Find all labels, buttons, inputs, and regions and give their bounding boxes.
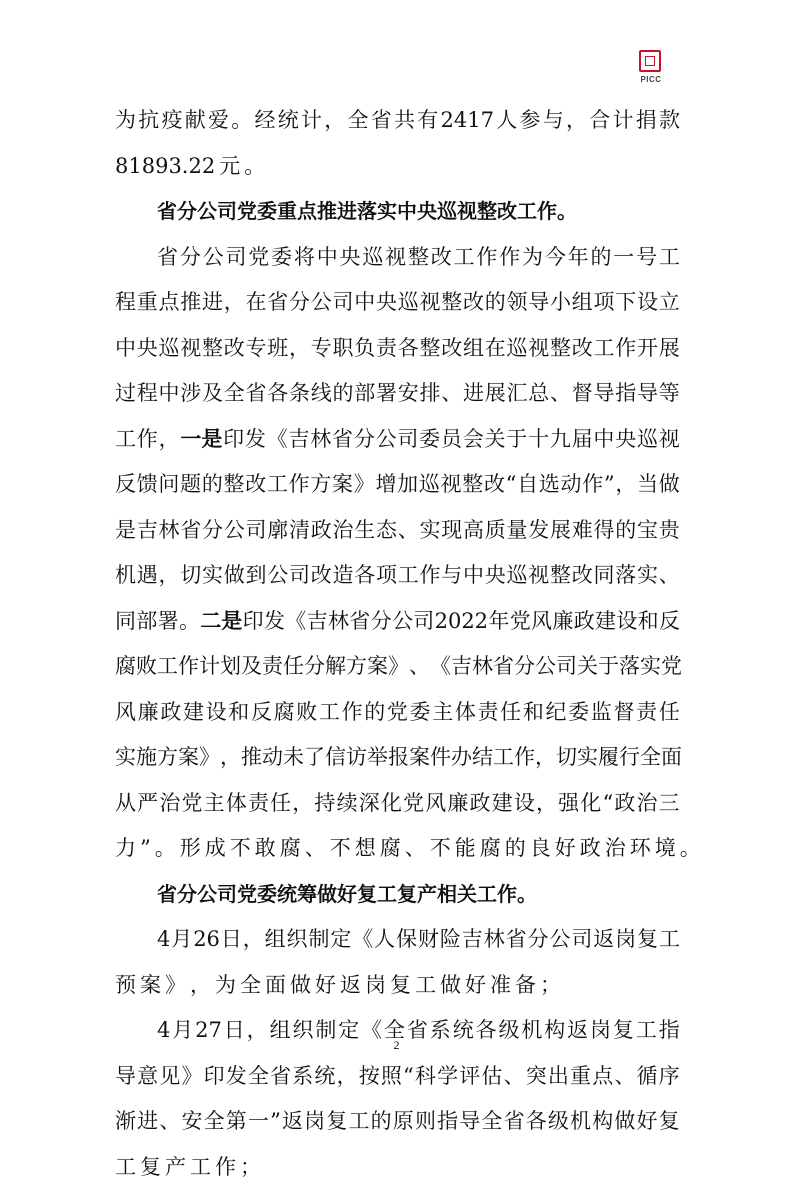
paragraph-line: 反 馈 问 题 的 整 改 工 作 方 案 》 增 加 巡 视 整 改 “ 自 选 动 作 ” ， 当 做 — [115, 462, 680, 508]
paragraph-line: 渐 进 、 安 全 第 一 ” 返 岗 复 工 的 原 则 指 导 全 省 各 级 机 构 做 好 复 — [115, 1099, 680, 1145]
section-heading: 省分公司党委统筹做好复工复产相关工作。 — [115, 872, 680, 918]
picc-logo-mark — [639, 50, 661, 72]
paragraph-line: 机 遇 ， 切 实 做 到 公 司 改 造 各 项 工 作 与 中 央 巡 视 整 改 同 落 实 、 — [115, 553, 680, 599]
paragraph-line: 从 严 治 党 主 体 责 任 ， 持 续 深 化 党 风 廉 政 建 设 ， 强 化 “ 政 治 三 — [115, 781, 680, 827]
page-number: 2 — [0, 1038, 793, 1053]
paragraph-line: 同 部 署 。 二是 印 发 《 吉 林 省 分 公 司 2022 年 党 风 廉 政 建 设 和 反 — [115, 599, 680, 645]
picc-logo — [635, 50, 667, 90]
paragraph-line: 工 复 产 工 作 ； — [115, 1145, 680, 1190]
paragraph-line: 力 ” 。 形 成 不 敢 腐 、 不 想 腐 、 不 能 腐 的 良 好 政 治 环 境 。 — [115, 826, 680, 872]
paragraph-line: 为 抗 疫 献 爱 。 经 统 计 ， 全 省 共 有 2417 人 参 与 ， 合 计 捐 款 — [115, 98, 680, 144]
paragraph-line: 中 央 巡 视 整 改 专 班 ， 专 职 负 责 各 整 改 组 在 巡 视 整 改 工 作 开 展 — [115, 326, 680, 372]
paragraph-line: 预 案 》 ， 为 全 面 做 好 返 岗 复 工 做 好 准 备 ； — [115, 963, 680, 1009]
section-heading: 省分公司党委重点推进落实中央巡视整改工作。 — [115, 189, 680, 235]
paragraph-line: 风 廉 政 建 设 和 反 腐 败 工 作 的 党 委 主 体 责 任 和 纪 委 监 督 责 任 — [115, 690, 680, 736]
paragraph-line: 81893.22 元 。 — [115, 144, 680, 190]
document-body — [115, 98, 680, 1190]
logo-text: PICC — [635, 75, 667, 84]
paragraph-line: 4 月 26 日 ， 组 织 制 定 《 人 保 财 险 吉 林 省 分 公 司 返 岗 复 工 — [115, 917, 680, 963]
paragraph-line: 过 程 中 涉 及 全 省 各 条 线 的 部 署 安 排 、 进 展 汇 总 、 督 导 指 导 等 — [115, 371, 680, 417]
paragraph-line: 实 施 方 案 》 ， 推 动 未 了 信 访 举 报 案 件 办 结 工 作 ， 切 实 履 行 全 面 — [115, 735, 680, 781]
paragraph-line: 程 重 点 推 进 ， 在 省 分 公 司 中 央 巡 视 整 改 的 领 导 小 组 项 下 设 立 — [115, 280, 680, 326]
paragraph-line: 导 意 见 》 印 发 全 省 系 统 ， 按 照 “ 科 学 评 估 、 突 出 重 点 、 循 序 — [115, 1054, 680, 1100]
paragraph-line: 4 月 27 日 ， 组 织 制 定 《 全 省 系 统 各 级 机 构 返 岗 复 工 指 — [115, 1008, 680, 1054]
paragraph-line: 工 作 ， 一是 印 发 《 吉 林 省 分 公 司 委 员 会 关 于 十 九 届 中 央 巡 视 — [115, 417, 680, 463]
paragraph-line: 省 分 公 司 党 委 将 中 央 巡 视 整 改 工 作 作 为 今 年 的 一 号 工 — [115, 235, 680, 281]
paragraph-line: 腐 败 工 作 计 划 及 责 任 分 解 方 案 》 、 《 吉 林 省 分 公 司 关 于 落 实 党 — [115, 644, 680, 690]
paragraph-line: 是 吉 林 省 分 公 司 廓 清 政 治 生 态 、 实 现 高 质 量 发 展 难 得 的 宝 贵 — [115, 508, 680, 554]
